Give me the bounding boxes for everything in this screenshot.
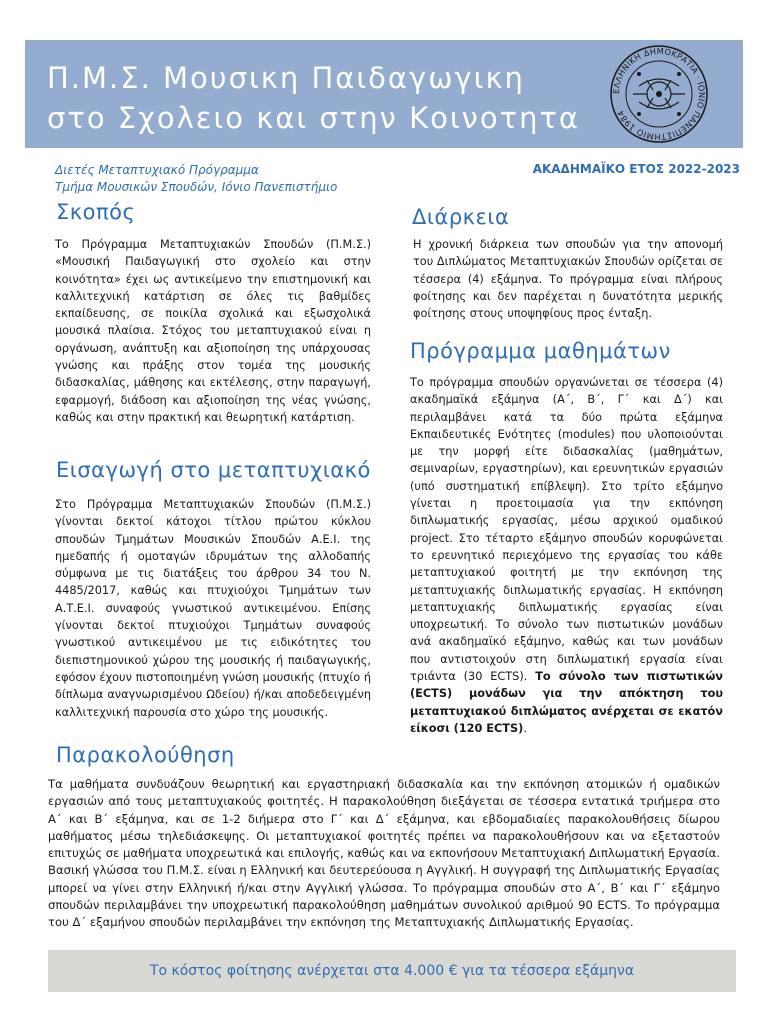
section-text-eisagogi: Στο Πρόγραμμα Μεταπτυχιακών Σπουδών (Π.Μ.Σ.) γίνονται δεκτοί κάτοχοι τίτλου πρώτου κύκλου σπουδών Τμημάτων Μουσικών Σπουδών Α.Ε.Ι. της ημεδαπής ή ομοταγών ιδρυμάτων της αλλοδαπής σύμφωνα με τις διατάξεις του άρθρου 34 του Ν. 4485/2017, καθώς και πτυχιούχοι Τμημάτων των Α.Τ.Ε.Ι. συναφούς γνωστικού αντικειμένου. Επίσης γίνονται δεκτοί πτυχιούχοι Τμημάτων συναφούς γνωστικού αντικειμένου με τις ειδικότητες του διεπιστημονικού χώρου της μουσικής ή παιδαγωγικής, εφόσον έχουν πιστοποιημένη γνώση μουσικής (πτυχίο ή δίπλωμα αναγνωρισμένου Ωδείου) ή/και αποδεδειγμένη καλλιτεχνική παρουσία στο χώρο της μουσικής. — [55, 498, 371, 719]
section-text-programma — [410, 374, 723, 737]
program-type: Διετές Μεταπτυχιακό Πρόγραμμα — [55, 163, 259, 177]
department-name: Τμήμα Μουσικών Σπουδών, Ιόνιο Πανεπιστήμιο — [55, 180, 338, 194]
section-text-parakolouthisi: Τα μαθήματα συνδυάζουν θεωρητική και εργαστηριακή διδασκαλία και την εκπόνηση ατομικών ή ομαδικών εργασιών από τους μεταπτυχιακούς φοιτητές. Η παρακολούθηση διεξάγεται σε τέσσερα εντατικά τριήμερα στο Α΄ και Β΄ εξάμηνα, και σε 1-2 διήμερα στο Γ΄ και Δ΄ εξάμηνα, και εβδομαδιαίες παρακολουθήσεις δίωρου μαθήματος μέσω τηλεδιάσκεψης. Οι μεταπτυχιακοί φοιτητές πρέπει να παρακολουθήσουν και να εξεταστούν επιτυχώς σε μαθήματα υποχρεωτικά και επιλογής, καθώς και να εκπονήσουν Μεταπτυχιακή Διπλωματική Εργασία. Βασική γλώσσα του Π.Μ.Σ. είναι η Ελληνική και δευτερεύουσα η Αγγλική. Η συγγραφή της Διπλωματικής Εργασίας μπορεί να γίνει στην Ελληνική ή/και στην Αγγλική γλώσσα. Το πρόγραμμα σπουδών στο Α΄, Β΄ και Γ΄ εξάμηνο σπουδών περιλαμβάνει την υποχρεωτική παρακολούθηση μαθημάτων συνολικού αριθμού 90 ECTS. Το πρόγραμμα του Δ΄ εξαμήνου σπουδών περιλαμβάνει την εκπόνηση της Μεταπτυχιακής Διπλωματικής Εργασίας. — [48, 777, 720, 930]
programma-text-main: Το πρόγραμμα σπουδών οργανώνεται σε τέσσερα (4) ακαδημαϊκά εξάμηνα (Α΄, Β΄, Γ΄ και Δ΄) και περιλαμβάνει κατά τα δύο πρώτα εξάμηνα Εκπαιδευτικές Ενότητες (modules) που υλοποιούνται με την μορφή είτε διδασκαλίας (μαθημάτων, σεμιναρίων, εργαστηρίων), και ερευνητικών εργασιών (υπό συστηματική επίβλεψη). Στο τρίτο εξάμηνο γίνεται η προετοιμασία για την εκπόνηση διπλωματικής εργασίας, μέσω αρχικού ομαδικού project. Στο τέταρτο εξάμηνο σπουδών κορυφώνεται το ερευνητικό περιεχόμενο της εργασίας του κάθε μεταπτυχιακού φοιτητή με την εκπόνηση της μεταπτυχιακής διπλωματικής εργασίας. Η εκπόνηση μεταπτυχιακής διπλωματικής εργασίας είναι υποχρεωτική. Το σύνολο των πιστωτικών μονάδων ανά ακαδημαϊκό εξάμηνο, καθώς και των μονάδων που αντιστοιχούν στη διπλωματική εργασία είναι τριάντα (30 ECTS). — [410, 376, 723, 684]
section-heading-programma: Πρόγραμμα μαθημάτων — [410, 339, 671, 363]
university-seal-logo — [609, 44, 709, 144]
program-subtitle — [55, 162, 337, 196]
section-heading-diarkeia: Διάρκεια — [412, 205, 510, 229]
tuition-cost-text: Το κόστος φοίτησης ανέρχεται στα 4.000 € για τα τέσσερα εξάμηνα — [149, 963, 635, 979]
tuition-cost-banner — [48, 950, 736, 992]
page-title — [47, 58, 580, 138]
section-heading-skopos: Σκοπός — [56, 200, 136, 224]
programma-text-end: . — [523, 721, 527, 735]
title-line-2: στο Σχολειο και στην Κοινοτητα — [47, 101, 581, 135]
header-banner — [25, 40, 743, 148]
section-heading-parakolouthisi: Παρακολούθηση — [56, 743, 235, 767]
programma-text-ects-total: Το σύνολο των πιστωτικών (ECTS) μονάδων για την απόκτηση του μεταπτυχιακού διπλώματος ανέρχεται σε εκατόν είκοσι (120 ECTS) — [410, 670, 724, 735]
section-heading-eisagogi: Εισαγωγή στο μεταπτυχιακό — [56, 458, 371, 482]
seal-lettering: ΕΛΛΗΝΙΚΗ ΔΗΜΟΚΡΑΤΙΑ · ΙΟΝΙΟ ΠΑΝΕΠΙΣΤΗΜΙΟ 1984 — [610, 45, 708, 143]
title-line-1: Π.Μ.Σ. Μουσικη Παιδαγωγικη — [47, 61, 525, 95]
section-text-diarkeia: Η χρονική διάρκεια των σπουδών για την απονομή του Διπλώματος Μεταπτυχιακών Σπουδών ορίζεται σε τέσσερα (4) εξάμηνα. Το πρόγραμμα είναι πλήρους φοίτησης και δεν παρέχεται η δυνατότητα μερικής φοίτησης στους υποψηφίους προς ένταξη. — [413, 238, 723, 321]
academic-year: ΑΚΑΔΗΜΑΪΚΟ ΕΤΟΣ 2022-2023 — [532, 162, 740, 176]
section-text-skopos: Το Πρόγραμμα Μεταπτυχιακών Σπουδών (Π.Μ.Σ.) «Μουσική Παιδαγωγική στο σχολείο και στην κοινότητα» έχει ως αντικείμενο την επιστημονική και καλλιτεχνική κατάρτιση σε όλες τις βαθμίδες εκπαίδευσης, σε ποικίλα σχολικά και εξωσχολικά μουσικά πλαίσια. Στόχος του μεταπτυχιακού είναι η οργάνωση, ανάπτυξη και αξιοποίηση της υπάρχουσας γνώσης και πράξης στον τομέα της μουσικής διδασκαλίας, μάθησης και εκτέλεσης, στην παραγωγή, εφαρμογή, διάδοση και αξιοποίηση της νέας γνώσης, καθώς και στην πρακτική και θεωρητική κατάρτιση. — [55, 238, 371, 424]
